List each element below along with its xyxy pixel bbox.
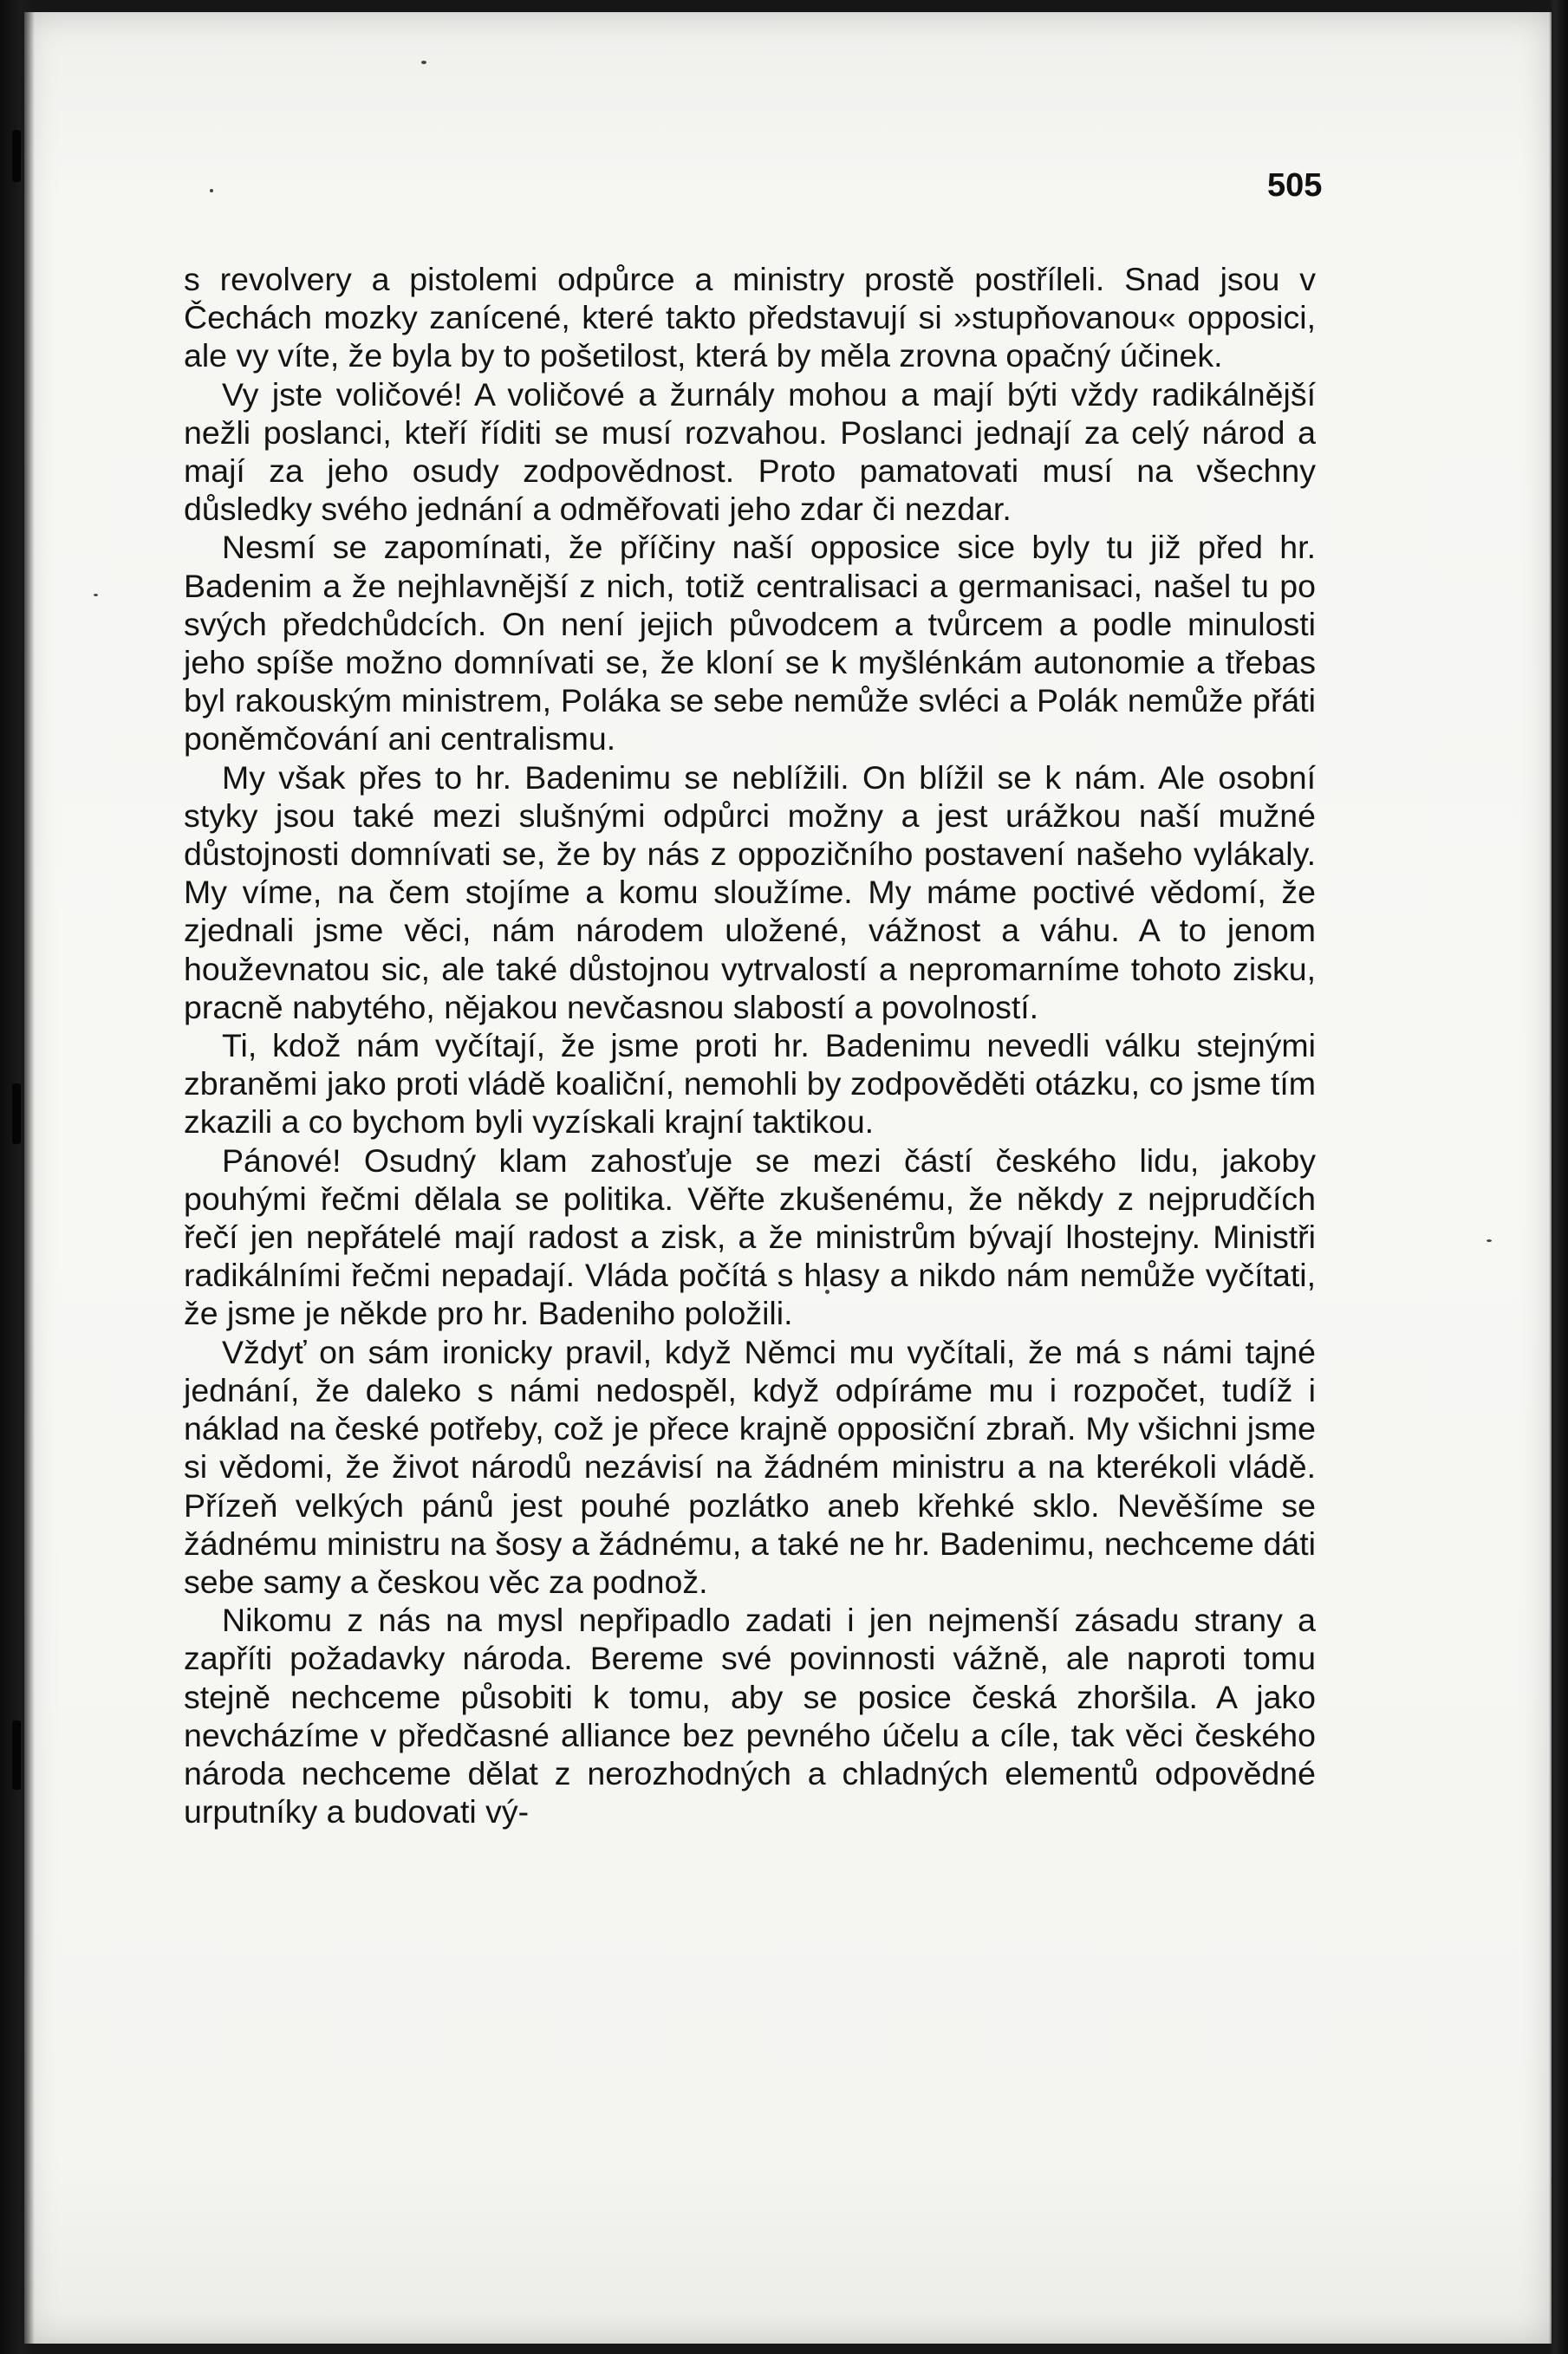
binding-mark <box>12 1720 21 1790</box>
book-binding-edge <box>0 0 35 2354</box>
body-text <box>184 260 1316 1831</box>
paragraph: Pánové! Osudný klam zahosťuje se mezi částí českého lidu, jakoby pouhými řečmi dělala se politika. Věřte zkušenému, že někdy z nejprudčích řečí jen nepřátelé mají radost a zisk, a že ministrům bývají lhostejny. Ministři radikálními řečmi nepadají. Vláda počítá s hlasy a nikdo nám nemůže vyčítati, že jsme je někde pro hr. Badeniho položili. <box>184 1141 1316 1332</box>
dust-speck <box>210 189 213 192</box>
binding-mark <box>12 1083 21 1144</box>
paragraph: Ti, kdož nám vyčítají, že jsme proti hr. Badenimu nevedli válku stejnými zbraněmi jako proti vládě koaliční, nemohli by zodpověděti otázku, co jsme tím zkazili a co bychom byli vyzískali krajní taktikou. <box>184 1027 1316 1141</box>
dust-speck <box>1487 1239 1492 1242</box>
paragraph-hyphenated-end: Nikomu z nás na mysl nepřipadlo zadati i jen nejmenší zásadu strany a zapříti požadavky národa. Bereme své povinnosti vážně, ale naproti tomu stejně nechceme působiti k tomu, aby se posice česká zhoršila. A jako nevcházíme v předčasné alliance bez pevného účelu a cíle, tak věci českého národa nechceme dělat z nerozhodných a chladných elementů odpovědné urputníky a budovati vý- <box>184 1602 1316 1831</box>
page-number: 505 <box>1267 167 1323 204</box>
paragraph: Vy jste voličové! A voličové a žurnály mohou a mají býti vždy radikálnější nežli poslanci, kteří říditi se musí rozvahou. Poslanci jednají za celý národ a mají za jeho osudy zodpovědnost. Proto pamatovati musí na všechny důsledky svého jednání a odměřovati jeho zdar či nezdar. <box>184 375 1316 528</box>
paragraph-continued: s revolvery a pistolemi odpůrce a ministry prostě postříleli. Snad jsou v Čechách mozky zanícené, které takto představují si »stupňovanou« opposici, ale vy víte, že byla by to pošetilost, která by měla zrovna opačný účinek. <box>184 261 1316 374</box>
dust-speck <box>421 61 426 64</box>
dust-speck <box>94 594 98 596</box>
paragraph: My však přes to hr. Badenimu se neblížili. On blížil se k nám. Ale osobní styky jsou také mezi slušnými odpůrci možny a jest urážkou naší mužné důstojnosti domnívati se, že by nás z oppozičního postavení našeho vylákaly. My víme, na čem stojíme a komu sloužíme. My máme poctivé vědomí, že zjednali jsme věci, nám národem uložené, vážnost a váhu. A to jenom houževnatou sic, ale také důstojnou vytrvalostí a nepromarníme tohoto zisku, pracně nabytého, nějakou nevčasnou slabostí a povolností. <box>184 758 1316 1025</box>
paragraph: Vždyť on sám ironicky pravil, když Němci mu vyčítali, že má s námi tajné jednání, že daleko s námi nedospěl, když odpíráme mu i rozpočet, tudíž i náklad na české potřeby, což je přece krajně opposiční zbraň. My všichni jsme si vědomi, že život národů nezávisí na žádném ministru a na kterékoli vládě. Přízeň velkých pánů jest pouhé pozlátko aneb křehké sklo. Nevěšíme se žádnému ministru na šosy a žádnému, a také ne hr. Badenimu, nechceme dáti sebe samy a českou věc za podnož. <box>184 1333 1316 1600</box>
paragraph: Nesmí se zapomínati, že příčiny naší opposice sice byly tu již před hr. Badenim a že nejhlavnější z nich, totiž centralisaci a germanisaci, našel tu po svých předchůdcích. On není jejich původcem a tvůrcem a podle minulosti jeho spíše možno domnívati se, že kloní se k myšlénkám autonomie a třebas byl rakouským ministrem, Poláka se sebe nemůže svléci a Polák nemůže přáti poněmčování ani centralismu. <box>184 529 1316 758</box>
binding-mark <box>12 130 21 182</box>
page-right-edge <box>1549 0 1568 2354</box>
